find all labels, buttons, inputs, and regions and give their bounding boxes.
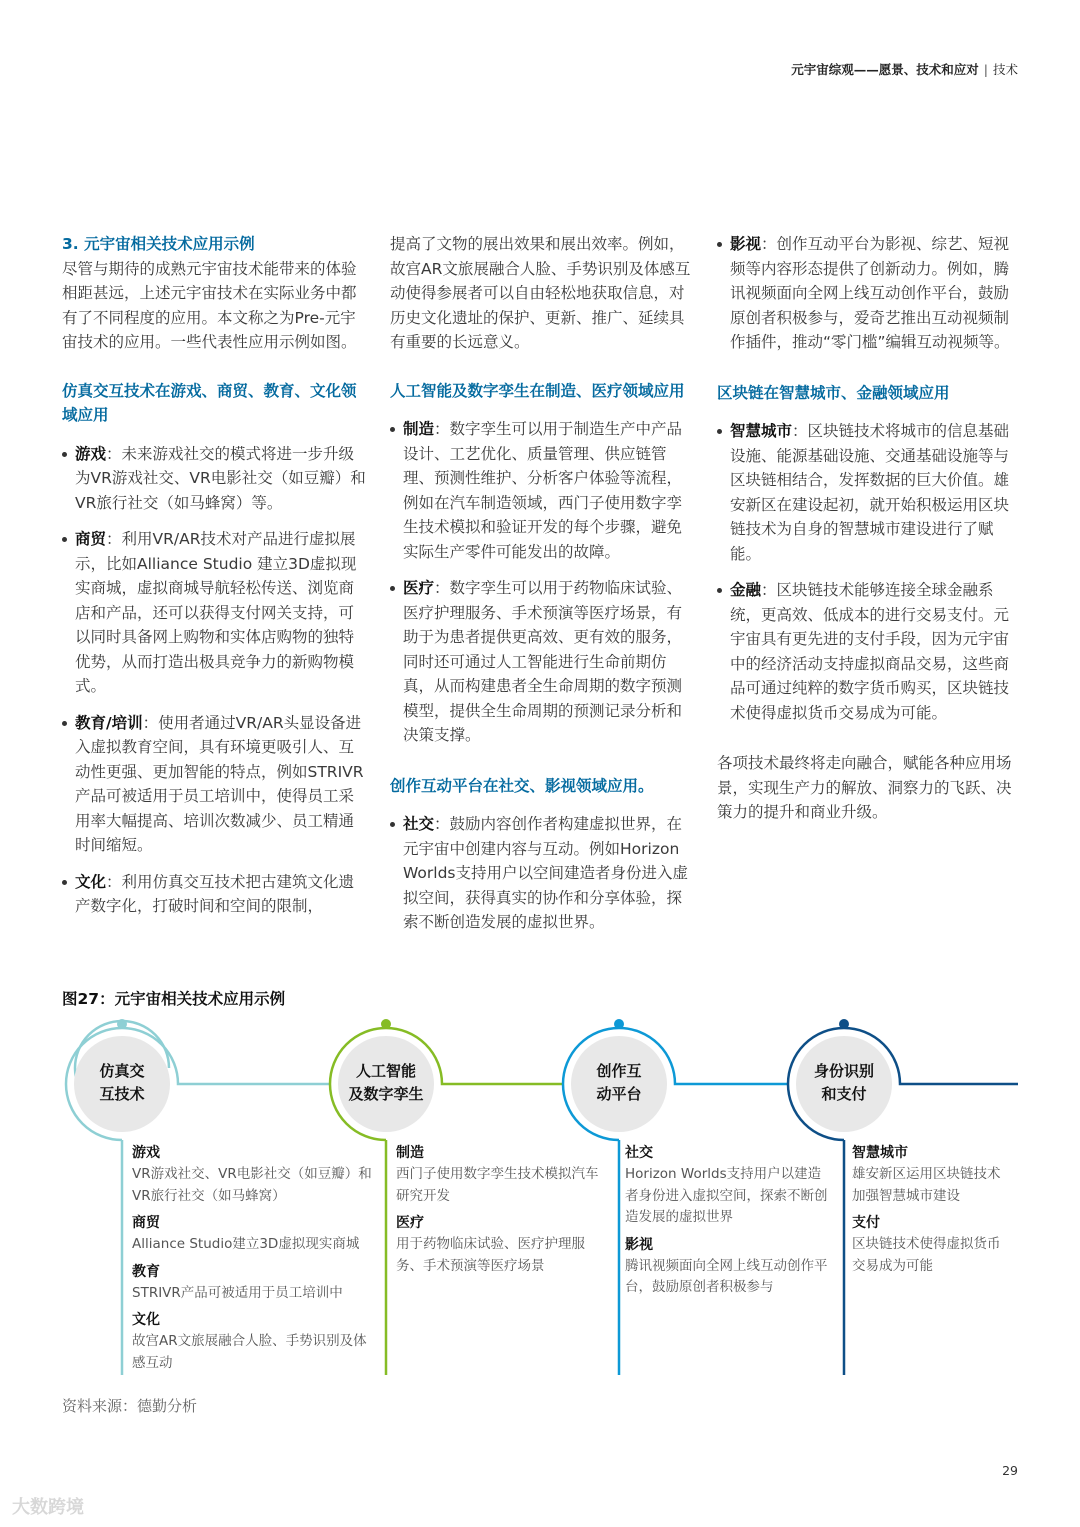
- continued-paragraph: 提高了文物的展出效果和展出效率。例如，故宫AR文旅展融合人脸、手势识别及体感互动使得参展者可以自由轻松地获取信息，对历史文化遗址的保护、更新、推广、延续具有重要的长远意义。: [390, 235, 691, 351]
- section-heading: 3. 元宇宙相关技术应用示例: [62, 235, 255, 253]
- bullet-item: 商贸：利用VR/AR技术对产品进行虚拟展示，比如Alliance Studio 建立3D虚拟现实商城，虚拟商城导航轻松传送、浏览商店和产品，还可以获得支付网关支持，可以同时具备网上购物和实体店购物的独特优势，从而打造出极具竞争力的新购物模式。: [62, 527, 367, 699]
- fig-item-title: 文化: [132, 1312, 160, 1328]
- fig-item-desc: 故宫AR文旅展融合人脸、手势识别及体感互动: [132, 1333, 367, 1371]
- fig-item-desc: 雄安新区运用区块链技术加强智慧城市建设: [852, 1166, 1001, 1204]
- node-dot-2: [381, 1019, 391, 1029]
- subheading-creation: 创作互动平台在社交、影视领域应用。: [390, 776, 654, 795]
- conclusion-paragraph: 各项技术最终将走向融合，赋能各种应用场景，实现生产力的解放、洞察力的飞跃、决策力的提升和商业升级。: [717, 754, 1012, 821]
- page-number: 29: [1002, 1463, 1018, 1478]
- node-dot-4: [839, 1019, 849, 1029]
- figure-column-1: [132, 1143, 380, 1374]
- bullet-item: 教育/培训：使用者通过VR/AR头显设备进入虚拟教育空间，具有环境更吸引人、互动性更强、更加智能的特点，例如STRIVR产品可被适用于员工培训中，使得员工采用率大幅提高、培训次数减少、员工精通时间缩短。: [62, 711, 367, 858]
- fig-item-desc: Horizon Worlds支持用户以建造者身份进入虚拟空间，探索不断创造发展的虚拟世界: [625, 1166, 828, 1225]
- bullet-item: 影视：创作互动平台为影视、综艺、短视频等内容形态提供了创新动力。例如，腾讯视频面向全网上线互动创作平台，鼓励原创者积极参与，爱奇艺推出互动视频制作插件，推动“零门槛”编辑互动视频等。: [717, 232, 1022, 355]
- bullet-item: 文化：利用仿真交互技术把古建筑文化遗产数字化，打破时间和空间的限制，: [62, 870, 367, 919]
- node-label-creation: 创作互 动平台: [596, 1062, 642, 1103]
- fig-item-title: 商贸: [132, 1215, 160, 1231]
- intro-paragraph: 尽管与期待的成熟元宇宙技术能带来的体验相距甚远，上述元宇宙技术在实际业务中都有了不同程度的应用。本文称之为Pre-元宇宙技术的应用。一些代表性应用示例如图。: [62, 259, 357, 351]
- node-label-simulation: 仿真交 互技术: [99, 1062, 145, 1103]
- bullet-item: 社交：鼓励内容创作者构建虚拟世界，在元宇宙中创建内容与互动。例如Horizon Worlds支持用户以空间建造者身份进入虚拟空间，获得真实的协作和分享体验，探索不断创造发展的虚拟世界。: [390, 812, 695, 935]
- bullet-item: 金融：区块链技术能够连接全球金融系统，更高效、低成本的进行交易支付。元宇宙具有更先进的支付手段，因为元宇宙中的经济活动支持虚拟商品交易，这些商品可通过纯粹的数字货币购买，区块链技术使得虚拟货币交易成为可能。: [717, 578, 1022, 725]
- column-2: [390, 232, 695, 947]
- fig-item-title: 游戏: [132, 1145, 160, 1161]
- node-dot-3: [614, 1019, 624, 1029]
- column-1: [62, 232, 367, 931]
- figure-title: 图27：元宇宙相关技术应用示例: [62, 990, 286, 1008]
- subheading-simulation: 仿真交互技术在游戏、商贸、教育、文化领域应用: [62, 381, 357, 424]
- header-title: 元宇宙综观——愿景、技术和应对: [791, 62, 979, 77]
- figure-column-2: [396, 1143, 601, 1277]
- running-header: [791, 60, 1018, 78]
- figure-column-3: [625, 1143, 830, 1299]
- bullet-item: 制造：数字孪生可以用于制造生产中产品设计、工艺优化、质量管理、供应链管理、预测性维护、分析客户体验等流程，例如在汽车制造领域，西门子使用数字孪生技术模拟和验证开发的每个步骤，避免实际生产零件可能发出的故障。: [390, 417, 695, 564]
- subheading-blockchain: 区块链在智慧城市、金融领域应用: [717, 383, 950, 402]
- bullet-item: 智慧城市：区块链技术将城市的信息基础设施、能源基础设施、交通基础设施等与区块链相结合，发挥数据的巨大价值。雄安新区在建设起初，就开始积极运用区块链技术为自身的智慧城市建设进行了赋能。: [717, 419, 1022, 566]
- fig-item-title: 智慧城市: [852, 1145, 908, 1161]
- fig-item-desc: 腾讯视频面向全网上线互动创作平台，鼓励原创者积极参与: [625, 1257, 828, 1295]
- fig-item-desc: 区块链技术使得虚拟货币交易成为可能: [852, 1236, 1001, 1274]
- fig-item-title: 社交: [625, 1145, 653, 1161]
- fig-item-desc: Alliance Studio建立3D虚拟现实商城: [132, 1236, 360, 1252]
- fig-item-title: 支付: [852, 1215, 880, 1231]
- node-label-identity: 身份识别 和支付: [813, 1062, 874, 1103]
- fig-item-title: 影视: [625, 1236, 653, 1253]
- column-3: [717, 232, 1022, 825]
- fig-item-desc: VR游戏社交、VR电影社交（如豆瓣）和VR旅行社交（如马蜂窝）: [132, 1166, 372, 1204]
- fig-item-desc: 用于药物临床试验、医疗护理服务、手术预演等医疗场景: [396, 1236, 585, 1274]
- header-separator: |: [983, 62, 988, 77]
- fig-item-title: 制造: [396, 1145, 424, 1161]
- bullet-item: 医疗：数字孪生可以用于药物临床试验、医疗护理服务、手术预演等医疗场景，有助于为患者提供更高效、更有效的服务，同时还可通过人工智能进行生命前期仿真，从而构建患者全生命周期的数字预测模型，提供全生命周期的预测记录分析和决策支撑。: [390, 576, 695, 748]
- fig-item-desc: STRIVR产品可被适用于员工培训中: [132, 1284, 343, 1301]
- figure-column-4: [852, 1143, 1002, 1277]
- fig-item-desc: 西门子使用数字孪生技术模拟汽车研究开发: [396, 1166, 599, 1204]
- watermark: 大数跨境: [12, 1497, 84, 1518]
- node-label-ai: 人工智能 及数字孪生: [348, 1062, 424, 1103]
- fig-item-title: 教育: [132, 1263, 160, 1280]
- source-note: 资料来源：德勤分析: [62, 1397, 198, 1415]
- bullet-item: 游戏：未来游戏社交的模式将进一步升级为VR游戏社交、VR电影社交（如豆瓣）和VR旅行社交（如马蜂窝）等。: [62, 442, 367, 516]
- header-section: 技术: [992, 62, 1018, 77]
- subheading-ai: 人工智能及数字孪生在制造、医疗领域应用: [390, 381, 685, 400]
- fig-item-title: 医疗: [396, 1215, 424, 1231]
